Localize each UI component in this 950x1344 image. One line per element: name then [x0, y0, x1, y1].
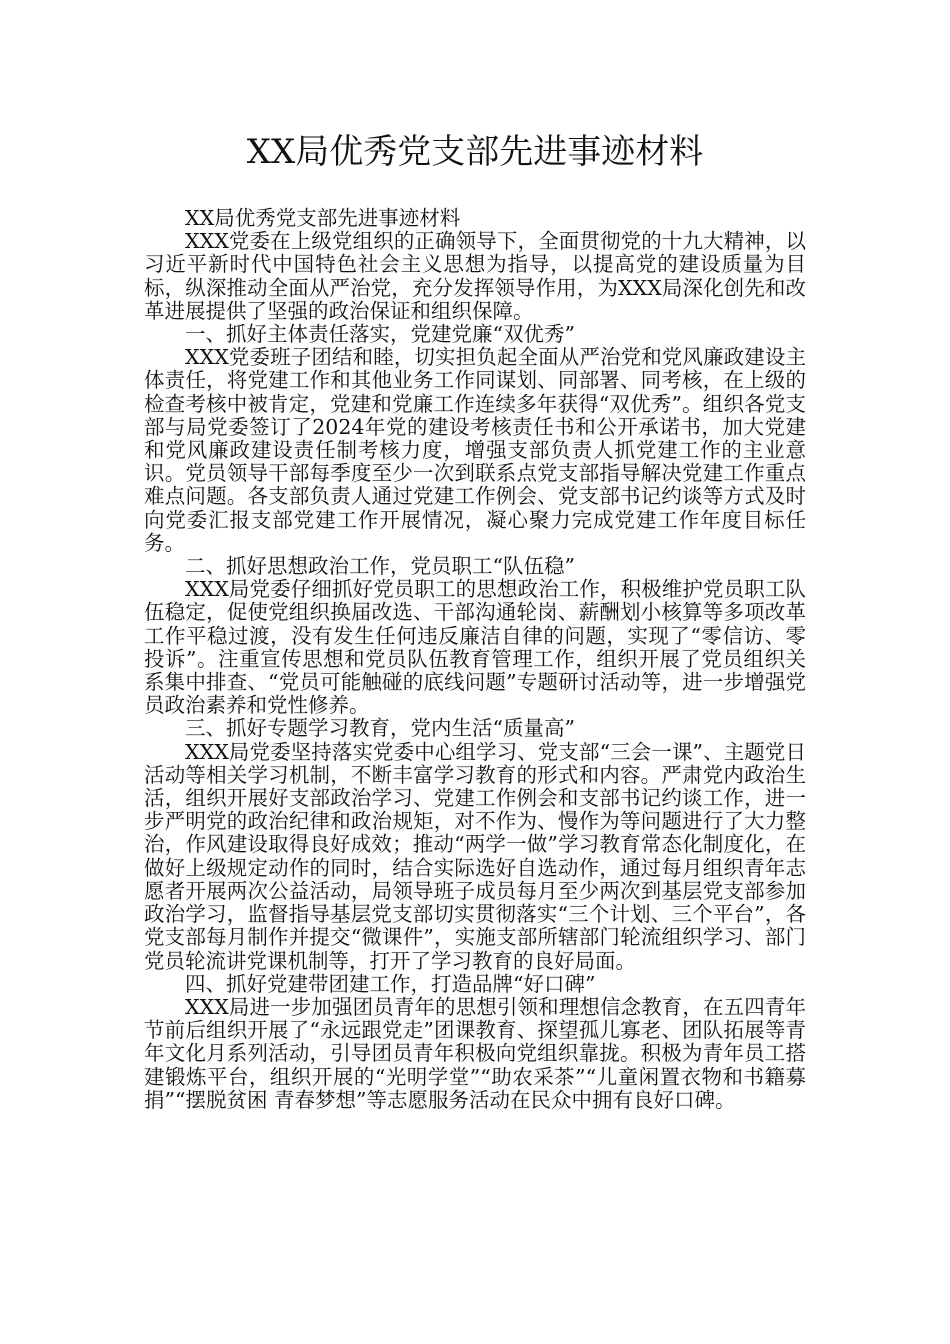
section-body-4: XXX局进一步加强团员青年的思想引领和理想信念教育，在五四青年节前后组织开展了“永远跟党走”团课教育、探望孤儿寡老、团队拓展等青年文化月系列活动，引导团员青年积极向党组织靠拢。积极为青年员工搭建锻炼平台，组织开展的“光明学堂”“助农采茶”“儿童闲置衣物和书籍募捐”“摆脱贫困 青春梦想”等志愿服务活动在民众中拥有良好口碑。	[144, 994, 806, 1112]
subtitle-paragraph: XX局优秀党支部先进事迹材料	[185, 206, 461, 230]
section-heading-1: 一、抓好主体责任落实，党建党廉“双优秀”	[185, 322, 575, 347]
section-heading-3: 三、抓好专题学习教育，党内生活“质量高”	[185, 716, 575, 741]
section-body-1: XXX党委班子团结和睦，切实担负起全面从严治党和党风廉政建设主体责任，将党建工作和其他业务工作同谋划、同部署、同考核，在上级的检查考核中被肯定，党建和党廉工作连续多年获得“双优秀”。组织各党支部与局党委签订了2024年党的建设考核责任书和公开承诺书，加大党建和党风廉政建设责任制考核力度，增强支部负责人抓党建工作的主业意识。党员领导干部每季度至少一次到联系点党支部指导解决党建工作重点难点问题。各支部负责人通过党建工作例会、党支部书记约谈等方式及时向党委汇报支部党建工作开展情况，凝心聚力完成党建工作年度目标任务。	[144, 345, 806, 555]
intro-paragraph: XXX党委在上级党组织的正确领导下，全面贯彻党的十九大精神，以习近平新时代中国特色社会主义思想为指导，以提高党的建设质量为目标，纵深推动全面从严治党，充分发挥领导作用，为XXX局深化创先和改革进展提供了坚强的政治保证和组织保障。	[144, 229, 806, 323]
section-heading-2: 二、抓好思想政治工作，党员职工“队伍稳”	[185, 554, 575, 579]
document-body	[144, 207, 806, 1112]
section-body-3: XXX局党委坚持落实党委中心组学习、党支部“三会一课”、主题党日活动等相关学习机制，不断丰富学习教育的形式和内容。严肃党内政治生活，组织开展好支部政治学习、党建工作例会和支部书记约谈工作，进一步严明党的政治纪律和政治规矩，对不作为、慢作为等问题进行了大力整治，作风建设取得良好成效；推动“两学一做”学习教育常态化制度化，在做好上级规定动作的同时，结合实际选好自选动作，通过每月组织青年志愿者开展两次公益活动，局领导班子成员每月至少两次到基层党支部参加政治学习，监督指导基层党支部切实贯彻落实“三个计划、三个平台”，各党支部每月制作并提交“微课件”，实施支部所辖部门轮流组织学习、部门党员轮流讲党课机制等，打开了学习教育的良好局面。	[144, 739, 806, 973]
section-body-2: XXX局党委仔细抓好党员职工的思想政治工作，积极维护党员职工队伍稳定，促使党组织换届改选、干部沟通轮岗、薪酬划小核算等多项改革工作平稳过渡，没有发生任何违反廉洁自律的问题，实现了“零信访、零投诉”。注重宣传思想和党员队伍教育管理工作，组织开展了党员组织关系集中排查、“党员可能触碰的底线问题”专题研讨活动等，进一步增强党员政治素养和党性修养。	[144, 577, 806, 718]
document-title: XX局优秀党支部先进事迹材料	[246, 132, 704, 172]
section-heading-4: 四、抓好党建带团建工作，打造品牌“好口碑”	[185, 971, 596, 996]
